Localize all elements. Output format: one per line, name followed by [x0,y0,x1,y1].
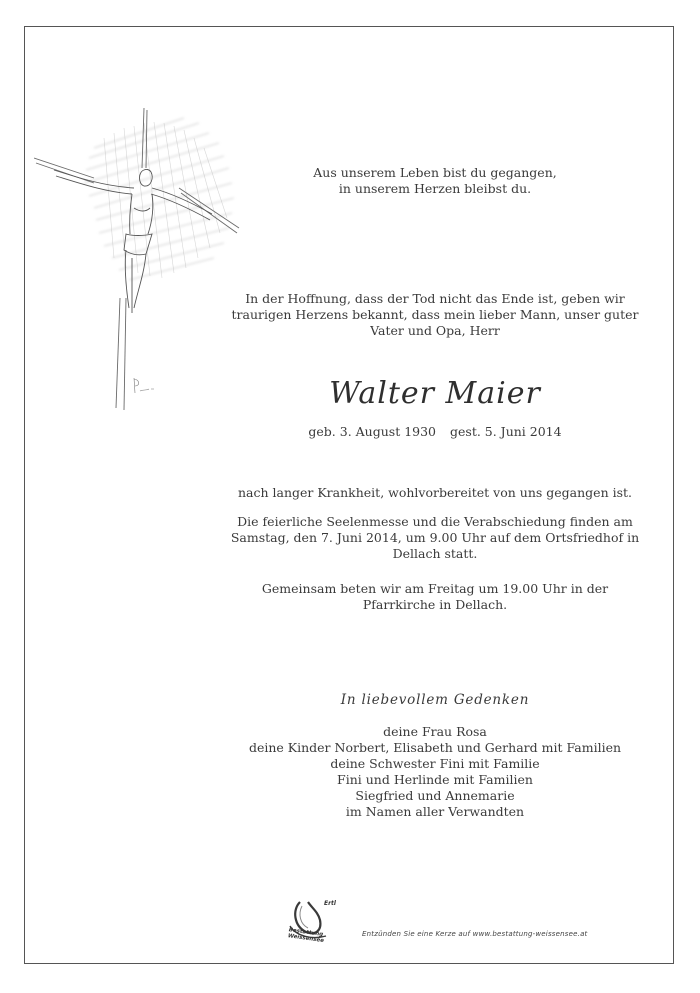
deceased-name: Walter Maier [329,376,541,411]
mourner-line: Siegfried und Annemarie [355,788,515,803]
mourner-line: Fini und Herlinde mit Familien [337,772,533,787]
prayer-info [210,581,660,613]
mourners-list [210,724,660,820]
logo-text-top: Ertl [324,900,336,907]
bestattung-logo [286,896,358,946]
logo-text-bottom: Bestattung Weissensee [287,927,325,945]
crucifix-sketch-icon [34,108,246,413]
birth-date: geb. 3. August 1930 [308,424,437,439]
intro-line: In der Hoffnung, dass der Tod nicht das Ende ist, geben wir [245,291,625,306]
candle-link[interactable]: Entzünden Sie eine Kerze auf www.bestattung-weissensee.at [362,930,588,938]
memory-heading: In liebevollem Gedenken [340,692,530,708]
ceremony-info [210,514,660,562]
intro-line: traurigen Herzens bekannt, dass mein lieber Mann, unser guter [231,307,639,322]
motto-line: in unserem Herzen bleibst du. [338,181,532,196]
mourner-line: deine Frau Rosa [383,724,487,739]
prayer-line: Gemeinsam beten wir am Freitag um 19.00 Uhr in der [261,581,609,596]
motto-verse [210,165,660,197]
life-dates [210,424,660,440]
motto-line: Aus unserem Leben bist du gegangen, [313,165,557,180]
mourner-line: deine Kinder Norbert, Elisabeth und Gerhard mit Familien [248,740,622,755]
death-date: gest. 5. Juni 2014 [450,424,562,439]
mourner-line: im Namen aller Verwandten [345,804,525,819]
passing-note [210,485,660,501]
mourner-line: deine Schwester Fini mit Familie [330,756,540,771]
announcement-intro [210,291,660,339]
ceremony-line: Dellach statt. [392,546,478,561]
prayer-line: Pfarrkirche in Dellach. [362,597,508,612]
ceremony-line: Die feierliche Seelenmesse und die Verabschiedung finden am [237,514,633,529]
intro-line: Vater und Opa, Herr [370,323,500,338]
ceremony-line: Samstag, den 7. Juni 2014, um 9.00 Uhr auf dem Ortsfriedhof in [230,530,640,545]
passing-line: nach langer Krankheit, wohlvorbereitet von uns gegangen ist. [237,485,633,500]
